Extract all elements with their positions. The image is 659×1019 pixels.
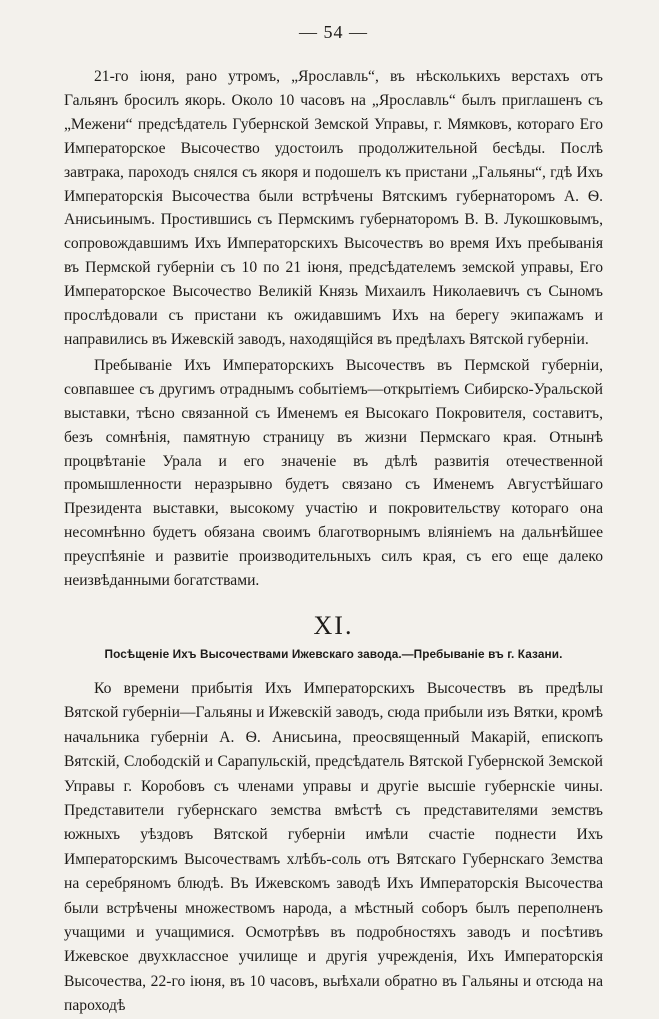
page-number: — 54 — [299, 22, 368, 42]
chapter-subtitle: Посѣщеніе Ихъ Высочествами Ижевскаго завода.—Пребываніе въ г. Казани. [104, 646, 563, 661]
chapter-number: XI. [313, 610, 354, 640]
paragraph: Пребываніе Ихъ Императорскихъ Высочествъ въ Пермской губерніи, совпавшее съ другимъ отраднымъ событіемъ—открытіемъ Сибирско-Уральской выставки, тѣсно связанной съ Именемъ ея Высокаго Покровителя, составитъ, безъ сомнѣнія, памятную страницу въ жизни Пермскаго края. Отнынѣ процвѣтаніе Урала и его значеніе въ дѣлѣ развитія отечественной промышленности неразрывно будетъ связано съ Именемъ Августѣйшаго Президента выставки, высокому участію и покровительству котораго она несомнѣнно будетъ обязана своимъ благотворнымъ вліяніемъ на дальнѣйшее преуспѣяніе и развитіе производительныхъ силъ края, съ его еще далеко неизвѣданными богатствами. [64, 356, 603, 590]
section-top [64, 65, 603, 593]
paragraph: 21-го іюня, рано утромъ, „Ярославль“, въ нѣсколькихъ верстахъ отъ Гальянъ бросилъ якорь. Около 10 часовъ на „Ярославль“ былъ приглашенъ съ „Межени“ предсѣдатель Губернской Земской Управы, г. Мямковъ, котораго Его Императорское Высочество удостоилъ продолжительной бесѣды. Послѣ завтрака, пароходъ снялся съ якоря и подошелъ къ пристани „Гальяны“, гдѣ Ихъ Императорскія Высочества были встрѣчены Вятскимъ губернаторомъ А. Ѳ. Анисьинымъ. Простившись съ Пермскимъ губернаторомъ В. В. Лукошковымъ, сопровождавшимъ Ихъ Императорскихъ Высочествъ во время Ихъ пребыванія въ Пермской губерніи съ 10 по 21 іюня, предсѣдателемъ земской управы, Его Императорское Высочество Великій Князь Михаилъ Николаевичъ съ Сыномъ прослѣдовали съ пристани къ ожидавшимъ Ихъ на берегу экипажамъ и направились въ Ижевскій заводъ, находящійся въ предѣлахъ Вятской губерніи. [64, 68, 603, 348]
section-bottom [64, 677, 603, 1019]
paragraph: Ко времени прибытія Ихъ Императорскихъ Высочествъ въ предѣлы Вятской губерніи—Гальяны и Ижевскій заводъ, сюда прибыли изъ Вятки, кромѣ начальника губерніи А. Ѳ. Анисьина, преосвященный Макарій, епископъ Вятскій, Слободскій и Сарапульскій, предсѣдатель Вятской Губернской Земской Управы г. Коробовъ съ членами управы и другіе высшіе губернскіе чины. Представители губернскаго земства вмѣстѣ съ представителями земствъ южныхъ уѣздовъ Вятской губерніи имѣли счастіе поднести Ихъ Императорскимъ Высочествамъ хлѣбъ-соль отъ Вятскаго Губернскаго Земства на серебряномъ блюдѣ. Въ Ижевскомъ заводѣ Ихъ Императорскія Высочества были встрѣчены множествомъ народа, а мѣстный соборъ былъ переполненъ учащими и учащимися. Осмотрѣвъ въ подробностяхъ заводъ и посѣтивъ Ижевское двухклассное училище и другія учрежденія, Ихъ Императорскія Высочества, 22-го іюня, въ 10 часовъ, выѣхали обратно въ Гальяны и отсюда на пароходѣ [64, 679, 603, 1015]
